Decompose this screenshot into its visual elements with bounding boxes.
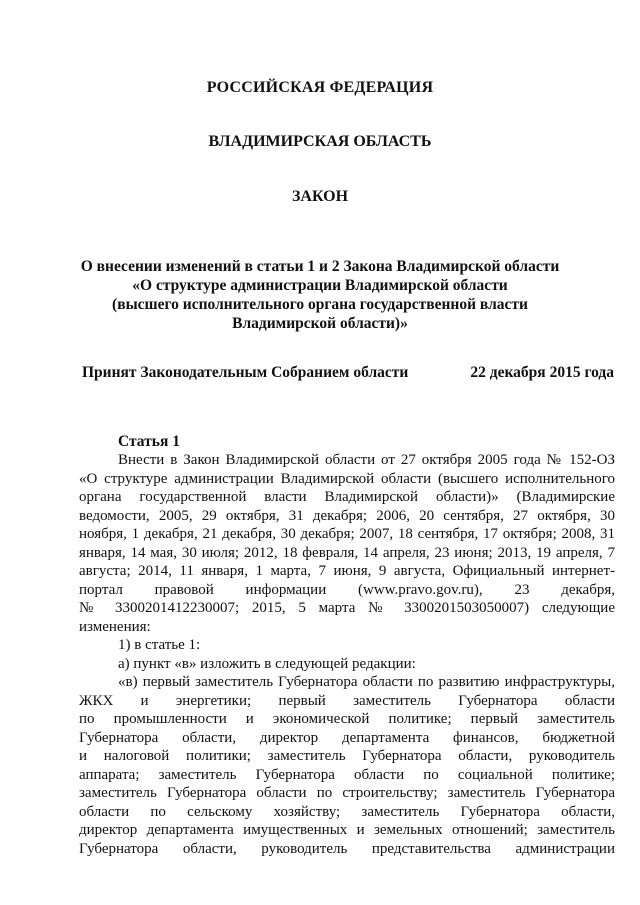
body-line: ЖКХ и энергетики; первый заместитель Губернатора области xyxy=(79,692,615,709)
body-line: аппарата; заместитель Губернатора области по социальной политике; xyxy=(79,766,615,783)
accepted-date: 22 декабря 2015 года xyxy=(470,364,614,381)
body-line: портал правовой информации (www.pravo.gov.ru), 23 декабря, xyxy=(79,581,615,598)
body-line: изменения: xyxy=(79,618,151,635)
accepted-row xyxy=(82,364,614,382)
body-line: Губернатора области, руководитель представительства администрации xyxy=(79,840,615,857)
law-title-line: Владимирской области)» xyxy=(232,315,408,332)
body-line: по промышленности и экономической политике; первый заместитель xyxy=(79,711,615,727)
article-heading: Статья 1 xyxy=(118,433,180,450)
body-line: директор департамента имущественных и земельных отношений; заместитель xyxy=(79,822,615,838)
body-line: и налоговой политики; заместитель Губернатора области, руководитель xyxy=(79,748,615,764)
body-line: органа государственной власти Владимирской области)» (Владимирские xyxy=(79,489,615,505)
region-heading: ВЛАДИМИРСКАЯ ОБЛАСТЬ xyxy=(208,133,432,150)
accepted-by: Принят Законодательным Собранием области xyxy=(82,364,409,381)
law-title-line: «О структуре администрации Владимирской области xyxy=(132,277,508,294)
law-title xyxy=(0,257,640,333)
doc-type-heading: ЗАКОН xyxy=(291,188,349,205)
body-line: а) пункт «в» изложить в следующей редакции: xyxy=(118,655,416,672)
body-line: области по сельскому хозяйству; заместитель Губернатора области, xyxy=(79,803,615,820)
body-line: августа; 2014, 11 января, 1 марта, 7 июня, 9 августа, Официальный интернет- xyxy=(79,563,615,579)
law-title-line: О внесении изменений в статьи 1 и 2 Закона Владимирской области xyxy=(80,258,560,275)
body-line: ведомости, 2005, 29 октября, 31 декабря; 2006, 20 сентября, 27 октября, 30 xyxy=(79,507,615,524)
body-line: января, 14 мая, 30 июля; 2012, 18 февраля, 14 апреля, 23 июня; 2013, 19 апреля, 7 xyxy=(79,544,615,561)
body-line: 1) в статье 1: xyxy=(118,637,201,653)
body-line: заместитель Губернатора области по строительству; заместитель Губернатора xyxy=(79,785,615,801)
body-line: Внести в Закон Владимирской области от 27 октября 2005 года № 152-ОЗ xyxy=(118,452,615,468)
body-line: «О структуре администрации Владимирской области (высшего исполнительного xyxy=(79,470,615,487)
body-line: ноября, 1 декабря, 21 декабря, 30 декабря; 2007, 18 сентября, 17 октября; 2008, 31 xyxy=(79,526,615,542)
body-line: № 3300201412230007; 2015, 5 марта № 3300201503050007) следующие xyxy=(79,600,615,616)
body-line: Губернатора области, директор департамента финансов, бюджетной xyxy=(79,729,615,746)
article-body xyxy=(79,451,615,858)
country-heading: РОССИЙСКАЯ ФЕДЕРАЦИЯ xyxy=(206,79,434,96)
law-title-line: (высшего исполнительного органа государственной власти xyxy=(112,296,528,313)
body-line: «в) первый заместитель Губернатора области по развитию инфраструктуры, xyxy=(118,674,615,690)
